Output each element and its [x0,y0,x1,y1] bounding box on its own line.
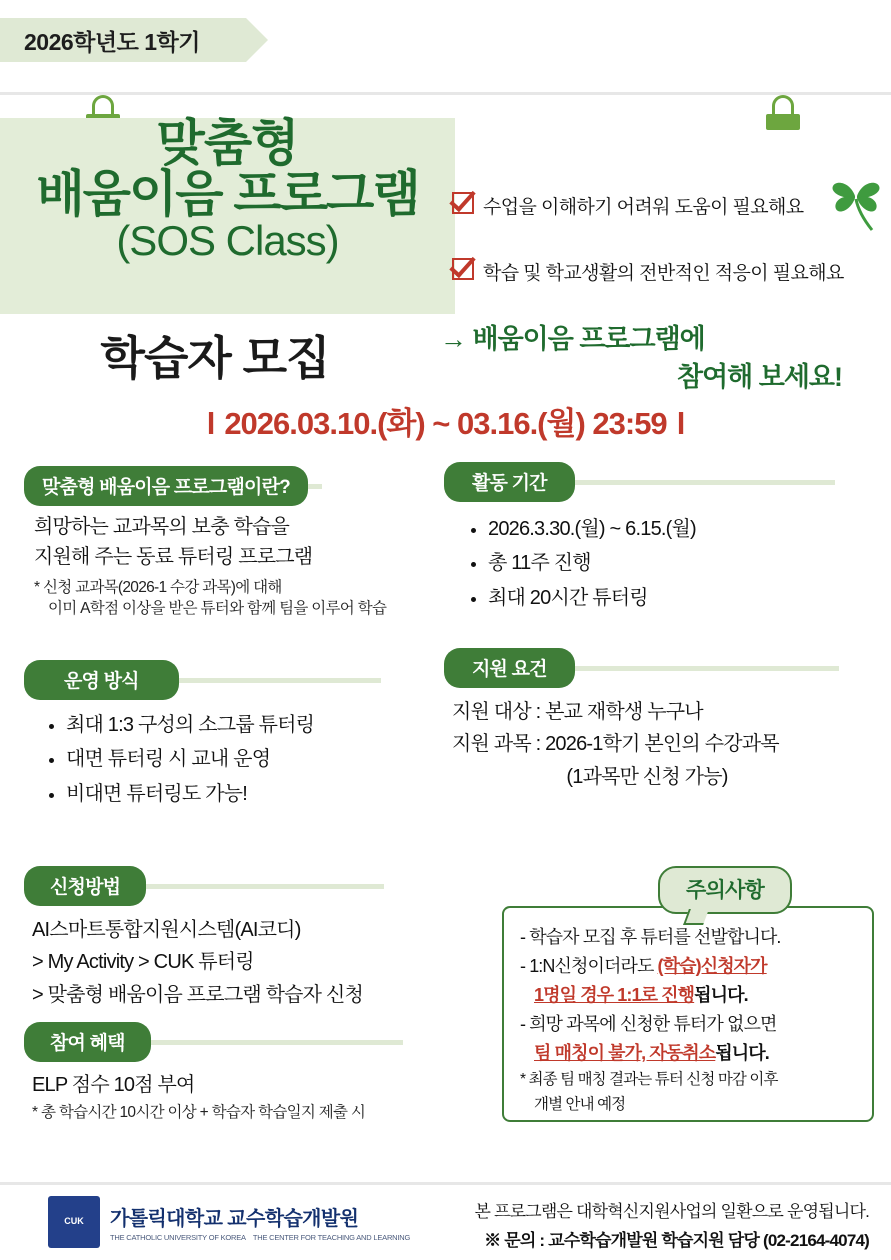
section-rule [565,666,839,671]
section-rule [141,1040,403,1045]
logo-en-university: THE CATHOLIC UNIVERSITY OF KOREA [110,1233,246,1242]
footer-notes [474,1198,869,1256]
caution-item-4: - 희망 과목에 신청한 튜터가 없으면 [520,1014,777,1035]
date-bar-left: l [206,406,215,441]
hero-check-1-label: 수업을 이해하기 어려워 도움이 필요해요 [483,197,804,218]
intro-line2: 지원해 주는 동료 튜터링 프로그램 [34,546,313,568]
caution-item-5-highlight: 팀 매칭이 불가, 자동취소 [534,1043,716,1064]
caution-item-1: - 학습자 모집 후 튜터를 선발합니다. [520,927,781,947]
caution-box [502,906,874,1122]
section-title-benefit: 참여 혜택 [24,1022,151,1062]
logo-en-center: THE CENTER FOR TEACHING AND LEARNING [252,1233,411,1242]
section-header-method [24,660,381,700]
hero-subtitle: 학습자 모집 [100,332,330,384]
section-header-requirements [444,648,839,688]
list-item: • 비대면 튜터링도 가능! [66,777,486,811]
hero-title-line2: 배움이음 프로그램 [36,166,419,222]
caution-item-5-text: 됩니다. [715,1043,769,1064]
requirements-line3: (1과목만 신청 가능) [566,765,728,788]
benefit-body [32,1070,482,1124]
hero-title-line3: (SOS Class) [116,217,339,264]
hero-call-to-action [440,320,870,397]
date-bar-right: l [676,406,685,441]
logo-ko-university: 가톨릭대학교 [110,1208,223,1230]
apply-line3: > 맞춤형 배움이음 프로그램 학습자 신청 [32,983,363,1006]
section-rule [136,884,384,889]
university-logo-icon: CUK [48,1196,100,1248]
hero-check-2-label: 학습 및 학교생활의 전반적인 적응이 필요해요 [483,263,844,284]
period-list [462,512,888,615]
method-list [40,708,486,811]
section-header-period [444,462,835,502]
section-title-requirements: 지원 요건 [444,648,575,688]
hero-title [0,115,455,264]
footer-note-line1: 본 프로그램은 대학혁신지원사업의 일환으로 운영됩니다. [474,1202,869,1221]
list-item: • 최대 20시간 튜터링 [488,581,888,615]
section-title-intro: 맞춤형 배움이음 프로그램이란? [24,466,308,506]
checkmark-icon [452,192,474,214]
section-rule [565,480,835,485]
clip-icon-right [766,90,800,130]
semester-tag [0,18,246,62]
semester-label: 2026학년도 1학기 [24,28,200,55]
caution-item-3-highlight: 1명일 경우 1:1로 진행 [534,985,695,1006]
list-item: • 총 11주 진행 [488,546,888,580]
benefit-line1: ELP 점수 10점 부여 [32,1074,195,1096]
caution-item-2 [520,953,858,979]
footer-note-line2: ※ 문의 : 교수학습개발원 학습지원 담당 (02-2164-4074) [484,1230,869,1250]
caution-title: 주의사항 [658,866,792,914]
cta-line2: 참여해 보세요! [677,362,842,393]
section-header-benefit [24,1022,403,1062]
caution-item-2-text: - 1:N신청이더라도 [520,956,658,977]
section-title-method: 운영 방식 [24,660,179,700]
intro-body [34,512,454,620]
caution-item-3-text: 됩니다. [694,985,748,1006]
apply-body [32,914,472,1011]
requirements-line2: 지원 과목 : 2026-1학기 본인의 수강과목 [452,733,779,756]
caution-foot-1: * 최종 팀 매칭 결과는 튜터 신청 마감 이후 [520,1071,778,1089]
hero-title-line1: 맞춤형 [156,115,299,171]
caution-foot-2: 개별 안내 예정 [534,1096,626,1114]
clover-icon [828,172,884,234]
list-item: • 대면 튜터링 시 교내 운영 [66,742,486,776]
intro-note2: 이미 A학점 이상을 받은 튜터와 함께 팀을 이루어 학습 [48,599,387,617]
footer-logo [48,1196,410,1248]
benefit-note: * 총 학습시간 10시간 이상 + 학습자 학습일지 제출 시 [32,1104,366,1121]
date-text: 2026.03.10.(화) ~ 03.16.(월) 23:59 [224,406,667,441]
application-period [0,398,891,443]
cta-line1: → 배움이음 프로그램에 [440,324,705,354]
checkmark-icon [452,258,474,280]
caution-item-5 [520,1040,858,1066]
top-divider [0,92,891,95]
intro-line1: 희망하는 교과목의 보충 학습을 [34,516,290,538]
list-item: • 최대 1:3 구성의 소그룹 튜터링 [66,708,486,742]
apply-line2: > My Activity > CUK 튜터링 [32,951,254,974]
caution-item-2-highlight: (학습)신청자가 [657,956,767,977]
section-header-intro [24,466,322,506]
requirements-body [452,696,882,793]
intro-note1: * 신청 교과목(2026-1 수강 과목)에 대해 [34,579,282,596]
requirements-line1: 지원 대상 : 본교 재학생 누구나 [452,701,703,723]
section-title-apply: 신청방법 [24,866,146,906]
list-item: • 2026.3.30.(월) ~ 6.15.(월) [488,512,888,546]
section-header-apply [24,866,384,906]
caution-item-3 [520,982,858,1008]
logo-ko-center: 교수학습개발원 [227,1208,359,1230]
hero-check-2 [452,258,844,285]
section-title-period: 활동 기간 [444,462,575,502]
hero-check-1 [452,192,804,219]
section-rule [169,678,381,683]
footer-divider [0,1182,891,1185]
apply-line1: AI스마트통합지원시스템(AI코디) [32,919,301,941]
